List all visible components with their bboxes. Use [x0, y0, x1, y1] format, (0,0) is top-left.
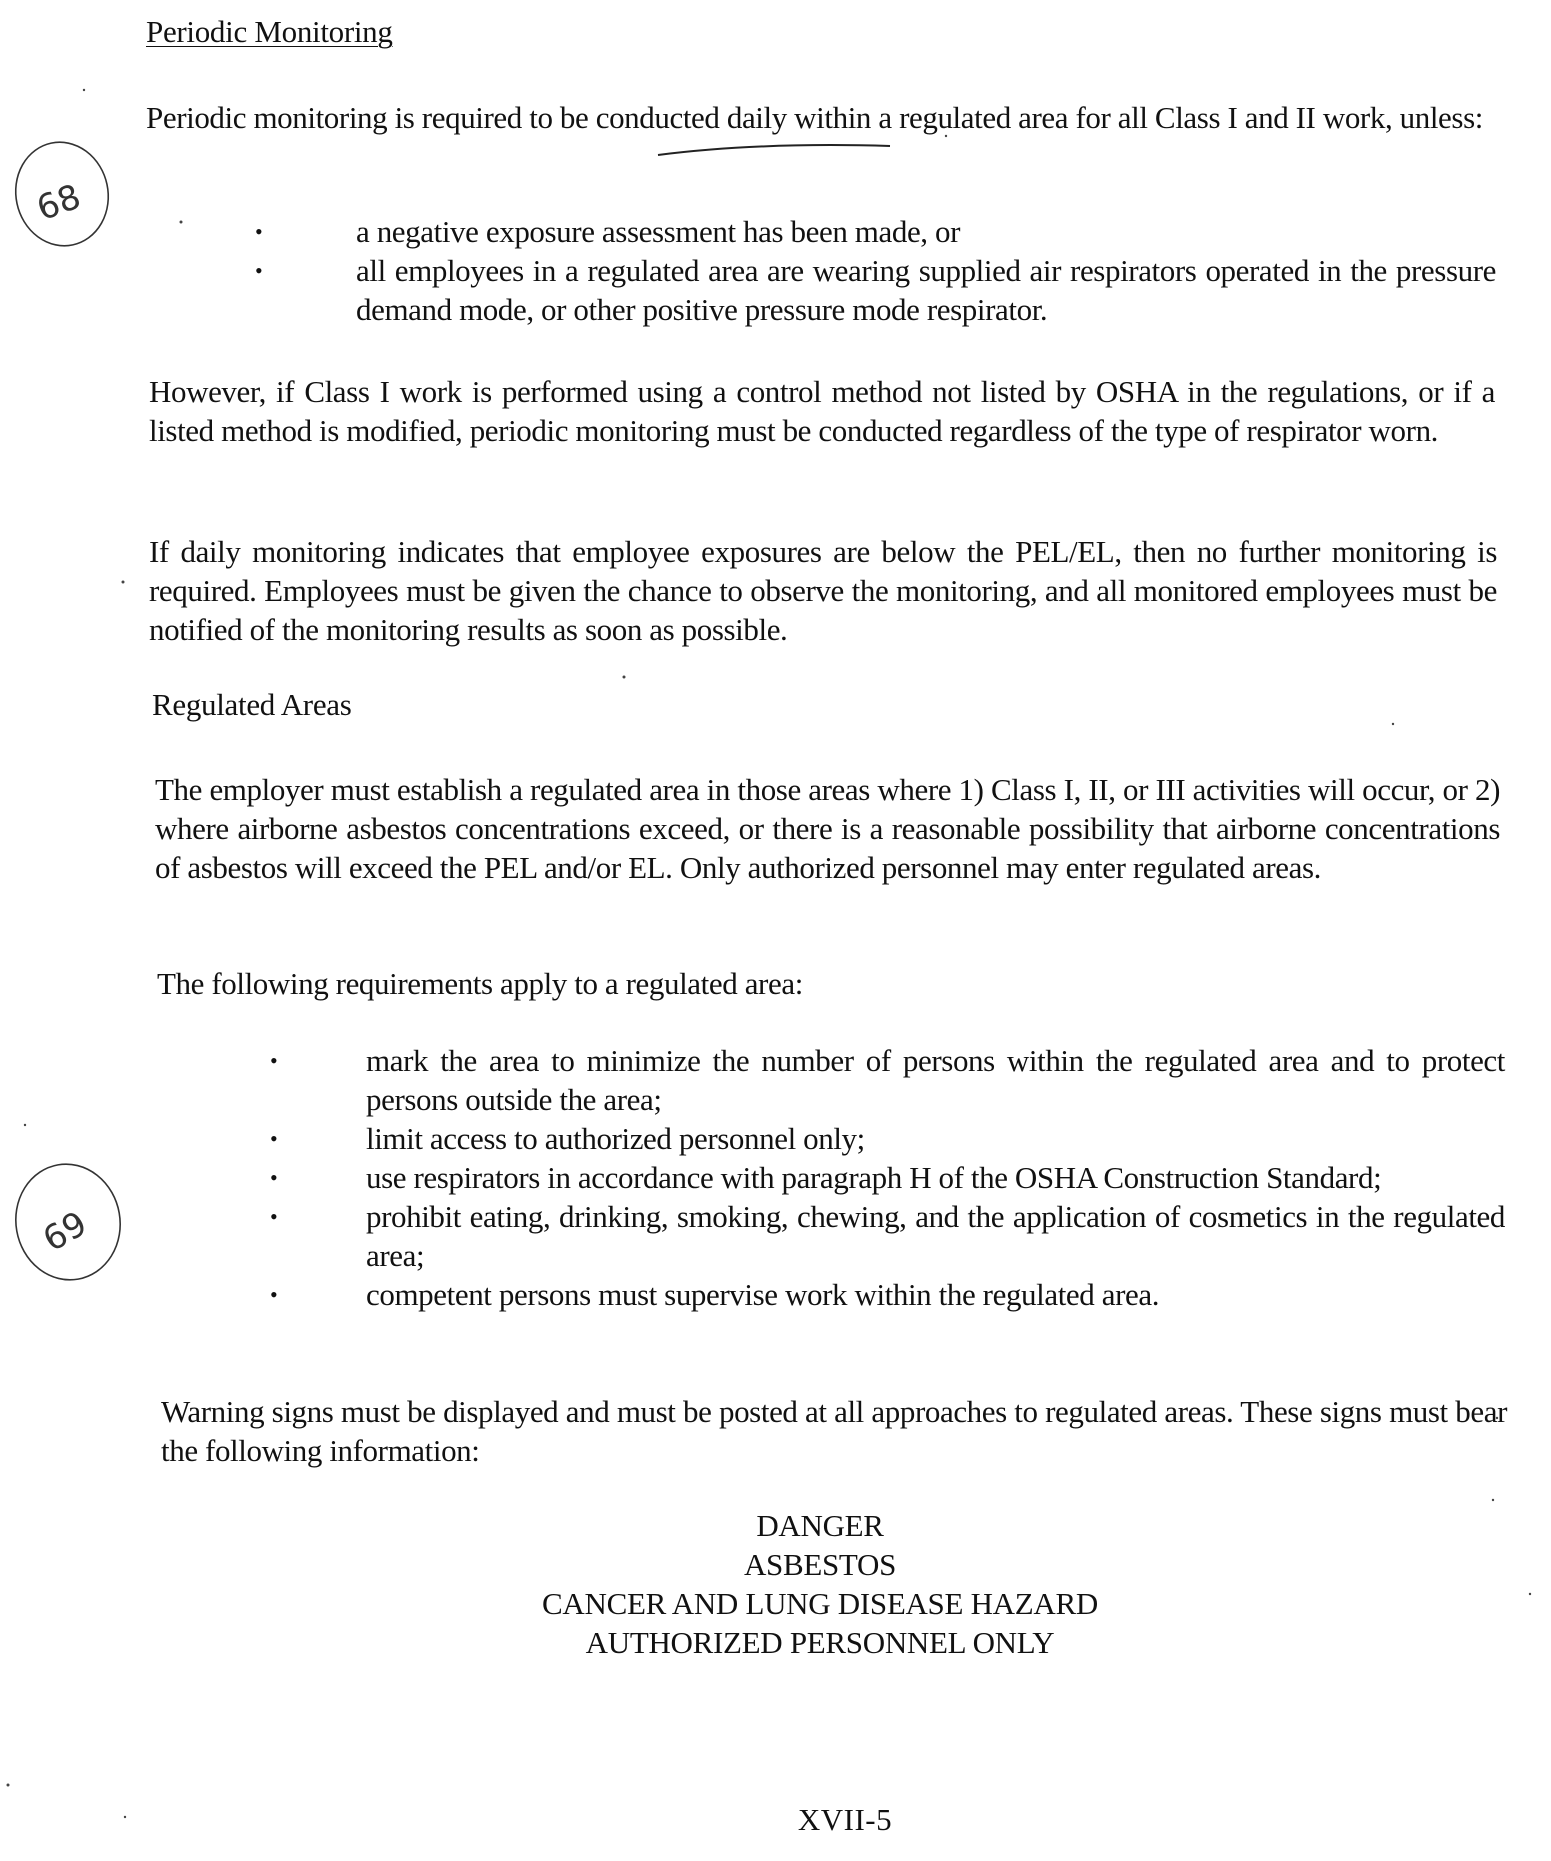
- sign-line: DANGER: [756, 1508, 884, 1543]
- sign-line: ASBESTOS: [743, 1547, 897, 1582]
- list-item: • all employees in a regulated area are wearing supplied air respirators operated in the pressure demand mode, or other positive pressure mode respirator.: [356, 251, 1496, 329]
- section-heading-regulated-areas: Regulated Areas: [152, 687, 352, 722]
- page-number: XVII-5: [797, 1802, 893, 1837]
- list-item: • mark the area to minimize the number of persons within the regulated area and to protect persons outside the area;: [366, 1041, 1505, 1119]
- margin-note-text: 68: [31, 176, 87, 230]
- paragraph-regulated-area: The employer must establish a regulated area in those areas where 1) Class I, II, or III activities will occur, or 2) where airborne asbestos concentrations exceed, or there is a reasonable possibility that airborne concentrations of asbestos will exceed the PEL and/or EL. Only authorized personnel may enter regulated areas.: [155, 772, 1500, 885]
- warning-sign-text: [345, 1506, 1295, 1662]
- sign-line: AUTHORIZED PERSONNEL ONLY: [585, 1625, 1055, 1660]
- handwritten-underline: [658, 145, 890, 155]
- paragraph-class-i-work: However, if Class I work is performed using a control method not listed by OSHA in the regulations, or if a listed method is modified, periodic monitoring must be conducted regardless of the type of respirator worn.: [149, 374, 1495, 448]
- list-item: • a negative exposure assessment has been made, or: [356, 212, 1496, 251]
- sign-line: CANCER AND LUNG DISEASE HAZARD: [542, 1586, 1098, 1621]
- bullet-list-exceptions: [356, 212, 1496, 329]
- list-item: • prohibit eating, drinking, smoking, chewing, and the application of cosmetics in the regulated area;: [366, 1197, 1505, 1275]
- list-item: • use respirators in accordance with paragraph H of the OSHA Construction Standard;: [366, 1158, 1505, 1197]
- paragraph-daily-monitoring: If daily monitoring indicates that employee exposures are below the PEL/EL, then no further monitoring is required. Employees must be given the chance to observe the monitoring, and all monitored employees must be notified of the monitoring results as soon as possible.: [149, 534, 1497, 647]
- paragraph-warning-signs: Warning signs must be displayed and must be posted at all approaches to regulated areas. These signs must bear the following information:: [161, 1394, 1507, 1468]
- section-heading: Periodic Monitoring: [146, 14, 393, 49]
- margin-note-text: 69: [36, 1203, 94, 1261]
- list-item: • limit access to authorized personnel only;: [366, 1119, 1505, 1158]
- paragraph-periodic-monitoring: Periodic monitoring is required to be conducted daily within a regulated area for all Class I and II work, unless:: [146, 100, 1483, 135]
- paragraph-requirements-intro: The following requirements apply to a regulated area:: [157, 966, 803, 1001]
- list-item: • competent persons must supervise work within the regulated area.: [366, 1275, 1505, 1314]
- bullet-list-requirements: [366, 1041, 1505, 1314]
